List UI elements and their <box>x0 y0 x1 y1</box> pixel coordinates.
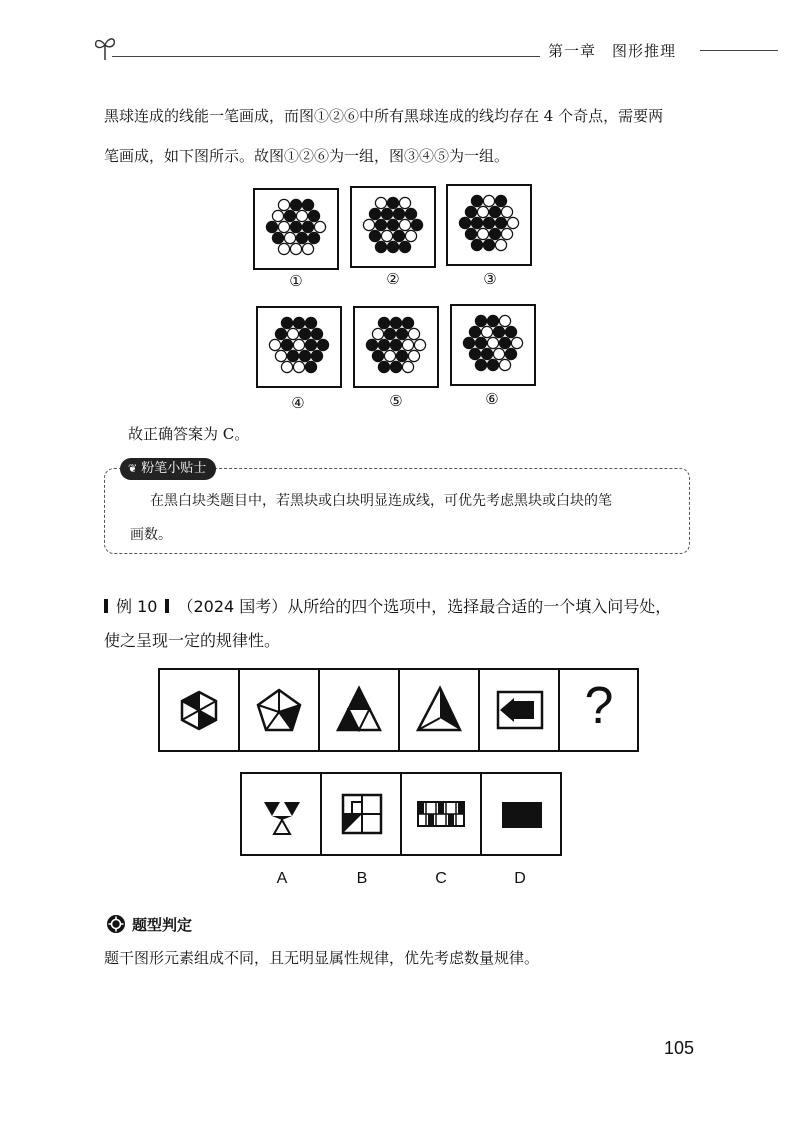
black-ball <box>489 228 500 239</box>
black-ball <box>299 328 310 339</box>
tip-line-2: 画数。 <box>130 527 172 543</box>
ball-pattern-figure <box>452 306 534 384</box>
black-ball <box>487 315 498 326</box>
black-ball <box>281 339 292 350</box>
stripe-grid-figure <box>402 774 480 854</box>
section-title: 题型判定 <box>132 916 193 934</box>
body-line-1: 黑球连成的线能一笔画成，而图①②⑥中所有黑球连成的线均存在 4 个奇点，需要两 <box>104 107 664 125</box>
black-ball <box>375 219 386 230</box>
black-ball <box>396 350 407 361</box>
black-ball <box>293 317 304 328</box>
figure-box <box>350 186 436 268</box>
answer-line: 故正确答案为 C。 <box>128 425 250 443</box>
white-ball <box>269 339 280 350</box>
black-ball <box>463 337 474 348</box>
black-ball <box>469 326 480 337</box>
white-ball <box>399 197 410 208</box>
white-ball <box>296 210 307 221</box>
question-mark: ? <box>584 677 614 735</box>
sequence-cell-3 <box>320 670 400 750</box>
black-ball <box>459 217 470 228</box>
tip-badge-label: 粉笔小贴士 <box>141 461 207 476</box>
black-ball <box>465 228 476 239</box>
black-ball <box>495 195 506 206</box>
black-ball <box>390 317 401 328</box>
black-ball <box>311 350 322 361</box>
ball-pattern-figure <box>258 308 340 386</box>
figure-label-6: ⑥ <box>485 390 499 408</box>
black-ball <box>272 232 283 243</box>
sprout-icon <box>92 32 118 62</box>
black-ball <box>302 199 313 210</box>
black-ball <box>375 241 386 252</box>
ball-pattern-figure <box>352 188 434 266</box>
gear-icon <box>106 914 126 934</box>
arrow-square-figure <box>480 670 558 750</box>
white-ball <box>290 243 301 254</box>
black-ball <box>405 208 416 219</box>
black-ball <box>266 221 277 232</box>
black-ball <box>493 326 504 337</box>
black-rectangle-figure <box>482 774 560 854</box>
pentagon-figure <box>240 670 318 750</box>
white-ball <box>414 339 425 350</box>
sequence-cell-question <box>560 670 638 750</box>
black-ball <box>469 348 480 359</box>
black-ball <box>505 348 516 359</box>
bracket-mark-left <box>104 599 108 613</box>
figure-label-4: ④ <box>291 394 305 412</box>
bracket-mark-right <box>165 599 169 613</box>
figure-box <box>253 188 339 270</box>
options-row <box>240 772 562 856</box>
figure-label-3: ③ <box>483 270 497 288</box>
option-label-d[interactable]: D <box>514 870 526 887</box>
option-label-c[interactable]: C <box>435 870 447 887</box>
black-ball <box>305 339 316 350</box>
black-ball <box>299 350 310 361</box>
figure-box <box>353 306 439 388</box>
black-ball <box>489 206 500 217</box>
example-heading <box>104 594 671 617</box>
hexagon-figure <box>160 670 238 750</box>
black-ball <box>481 348 492 359</box>
black-ball <box>305 317 316 328</box>
white-ball <box>302 243 313 254</box>
white-ball <box>483 195 494 206</box>
black-ball <box>483 217 494 228</box>
black-ball <box>393 208 404 219</box>
white-ball <box>272 210 283 221</box>
black-ball <box>378 317 389 328</box>
white-ball <box>493 348 504 359</box>
black-ball <box>471 195 482 206</box>
ball-pattern-figure <box>448 186 530 264</box>
white-ball <box>281 361 292 372</box>
white-ball <box>314 221 325 232</box>
chapter-title: 第一章 图形推理 <box>548 42 677 60</box>
white-ball <box>405 230 416 241</box>
figure-box <box>256 306 342 388</box>
example-question-text: （2024 国考）从所给的四个选项中，选择最合适的一个填入问号处， <box>177 597 672 616</box>
white-ball <box>399 219 410 230</box>
black-ball <box>275 328 286 339</box>
sequence-cell-5 <box>480 670 560 750</box>
white-ball <box>499 315 510 326</box>
white-ball <box>495 239 506 250</box>
page-number: 105 <box>664 1038 695 1058</box>
black-ball <box>393 230 404 241</box>
white-ball <box>511 337 522 348</box>
white-ball <box>275 350 286 361</box>
white-ball <box>408 328 419 339</box>
black-ball <box>317 339 328 350</box>
white-ball <box>477 206 488 217</box>
black-ball <box>411 219 422 230</box>
white-ball <box>507 217 518 228</box>
black-ball <box>465 206 476 217</box>
white-ball <box>381 230 392 241</box>
figure-label-5: ⑤ <box>389 392 403 410</box>
black-ball <box>499 337 510 348</box>
white-ball <box>287 328 298 339</box>
white-ball <box>293 339 304 350</box>
section-text: 题干图形元素组成不同，且无明显属性规律，优先考虑数量规律。 <box>104 949 540 967</box>
white-ball <box>284 232 295 243</box>
black-ball <box>495 217 506 228</box>
triangle-figure <box>320 670 398 750</box>
black-ball <box>287 350 298 361</box>
black-ball <box>387 241 398 252</box>
sprout-icon: ❦ <box>128 462 138 475</box>
black-ball <box>487 359 498 370</box>
white-ball <box>402 339 413 350</box>
black-ball <box>390 339 401 350</box>
figure-box <box>446 184 532 266</box>
black-ball <box>296 232 307 243</box>
black-ball <box>308 210 319 221</box>
black-ball <box>311 328 322 339</box>
white-ball <box>278 199 289 210</box>
black-ball <box>483 239 494 250</box>
black-ball <box>372 350 383 361</box>
split-triangle-figure <box>400 670 478 750</box>
white-ball <box>501 228 512 239</box>
tip-badge <box>120 458 216 480</box>
black-ball <box>505 326 516 337</box>
sequence-cell-2 <box>240 670 320 750</box>
black-ball <box>284 210 295 221</box>
black-ball <box>475 315 486 326</box>
option-d-figure[interactable] <box>482 774 560 854</box>
sequence-cell-4 <box>400 670 480 750</box>
white-ball <box>278 243 289 254</box>
figure-label-2: ② <box>386 270 400 288</box>
figure-label-1: ① <box>289 272 303 290</box>
white-ball <box>501 206 512 217</box>
black-ball <box>390 361 401 372</box>
black-ball <box>381 208 392 219</box>
three-triangles-figure <box>242 774 320 854</box>
black-ball <box>387 219 398 230</box>
example-line-2: 使之呈现一定的规律性。 <box>104 631 281 650</box>
black-ball <box>290 199 301 210</box>
black-ball <box>369 208 380 219</box>
black-ball <box>290 221 301 232</box>
black-ball <box>369 230 380 241</box>
example-number: 例 10 <box>116 597 158 616</box>
black-ball <box>396 328 407 339</box>
black-ball <box>378 361 389 372</box>
ball-pattern-figure <box>255 190 337 268</box>
option-c-figure[interactable] <box>402 774 482 854</box>
black-ball <box>308 232 319 243</box>
black-ball <box>281 317 292 328</box>
white-ball <box>278 221 289 232</box>
black-ball <box>384 328 395 339</box>
white-ball <box>481 326 492 337</box>
white-ball <box>384 350 395 361</box>
tip-line-1: 在黑白块类题目中，若黑块或白块明显连成线，可优先考虑黑块或白块的笔 <box>150 493 612 509</box>
ball-pattern-figure <box>355 308 437 386</box>
white-ball <box>402 361 413 372</box>
black-ball <box>366 339 377 350</box>
white-ball <box>487 337 498 348</box>
option-label-b[interactable]: B <box>356 870 368 887</box>
black-ball <box>402 317 413 328</box>
body-line-2: 笔画成，如下图所示。故图①②⑥为一组，图③④⑤为一组。 <box>104 147 510 165</box>
white-ball <box>408 350 419 361</box>
option-label-a[interactable]: A <box>276 870 288 887</box>
header-rule-left <box>112 56 540 57</box>
black-ball <box>305 361 316 372</box>
white-ball <box>372 328 383 339</box>
white-ball <box>363 219 374 230</box>
white-ball <box>293 361 304 372</box>
header-rule-right <box>700 50 778 51</box>
black-ball <box>399 241 410 252</box>
white-ball <box>375 197 386 208</box>
black-ball <box>475 337 486 348</box>
black-ball <box>378 339 389 350</box>
black-ball <box>387 197 398 208</box>
figure-box <box>450 304 536 386</box>
black-ball <box>471 217 482 228</box>
black-ball <box>302 221 313 232</box>
black-ball <box>471 239 482 250</box>
white-ball <box>499 359 510 370</box>
white-ball <box>477 228 488 239</box>
option-a-figure[interactable] <box>242 774 322 854</box>
sequence-cell-1 <box>160 670 240 750</box>
option-b-figure[interactable] <box>322 774 402 854</box>
question-sequence <box>158 668 639 752</box>
quad-grid-figure <box>322 774 400 854</box>
black-ball <box>475 359 486 370</box>
